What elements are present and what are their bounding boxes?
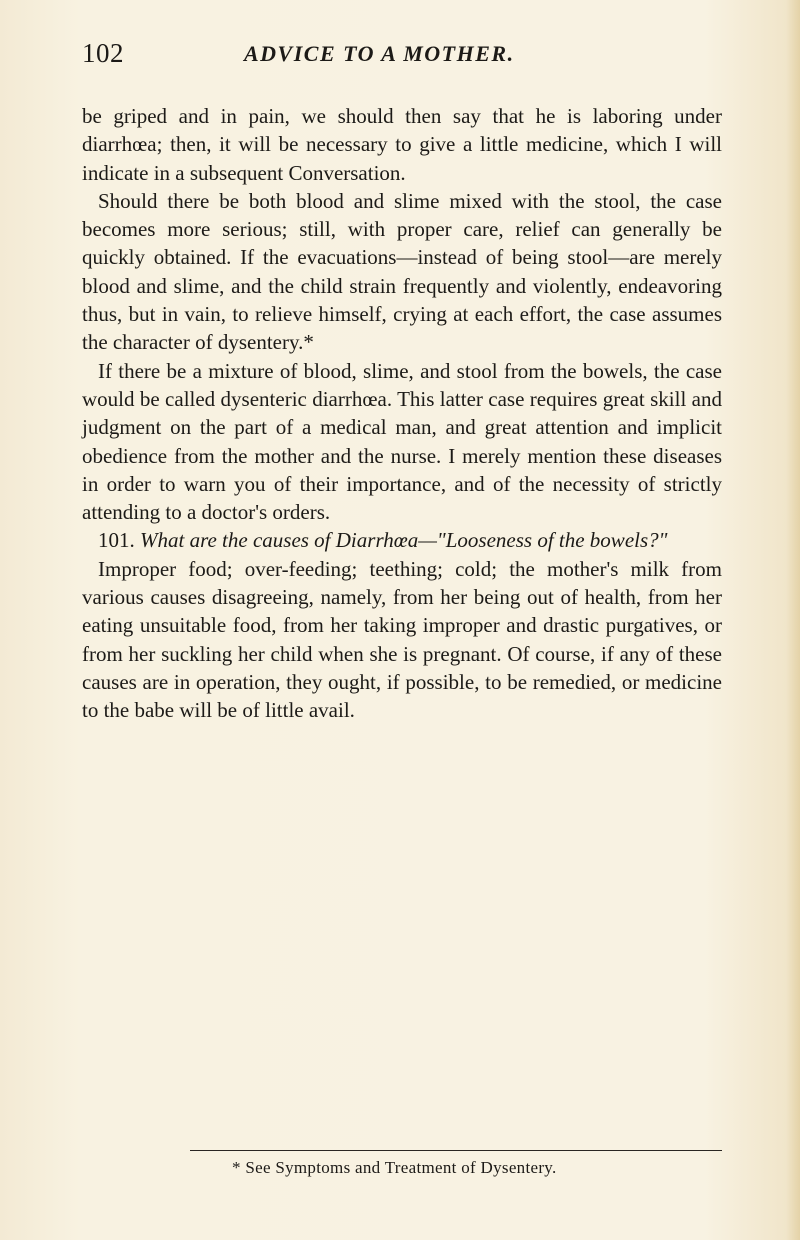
page-edge-shading: [786, 0, 800, 1240]
paragraph-4: Improper food; over-feeding; teething; cold; the mother's milk from various causes disagreeing, namely, from her being out of health, from her eating unsuitable food, from her taking improper and drastic purgatives, or from her suckling her child when she is pregnant. Of course, if any of these causes are in operation, they ought, if possible, to be remedied, or medicine to the babe will be of little avail.: [82, 556, 722, 723]
question-number: 101.: [98, 528, 135, 553]
page-number: 102: [82, 38, 124, 68]
question-paragraph: [82, 526, 722, 554]
footnote-rule: [190, 1150, 722, 1151]
page-header: [82, 38, 722, 78]
paragraph-3: If there be a mixture of blood, slime, and stool from the bowels, the case would be called dysenteric diarrhœa. This latter case requires great skill and judgment on the part of a medical man, and great attention and implicit obedience from the mother and the nurse. I merely mention these diseases in order to warn you of their importance, and of the necessity of strictly attending to a doctor's orders.: [82, 358, 722, 525]
running-head: ADVICE TO A MOTHER.: [244, 41, 515, 66]
paragraph-1: be griped and in pain, we should then say that he is laboring under diarrhœa; then, it will be necessary to give a little medicine, which I will indicate in a subsequent Conversation.: [82, 104, 722, 185]
question-text: What are the causes of Diarrhœa—"Looseness of the bowels?": [140, 528, 668, 553]
footnote: * See Symptoms and Treatment of Dysentery.: [232, 1158, 557, 1177]
paragraph-2: Should there be both blood and slime mixed with the stool, the case becomes more serious; still, with proper care, relief can generally be quickly obtained. If the evacuations—instead of being stool—are merely blood and slime, and the child strain frequently and violently, endeavoring thus, but in vain, to relieve himself, crying at each effort, the case assumes the character of dysentery.*: [82, 188, 722, 355]
body-text: [82, 102, 722, 725]
